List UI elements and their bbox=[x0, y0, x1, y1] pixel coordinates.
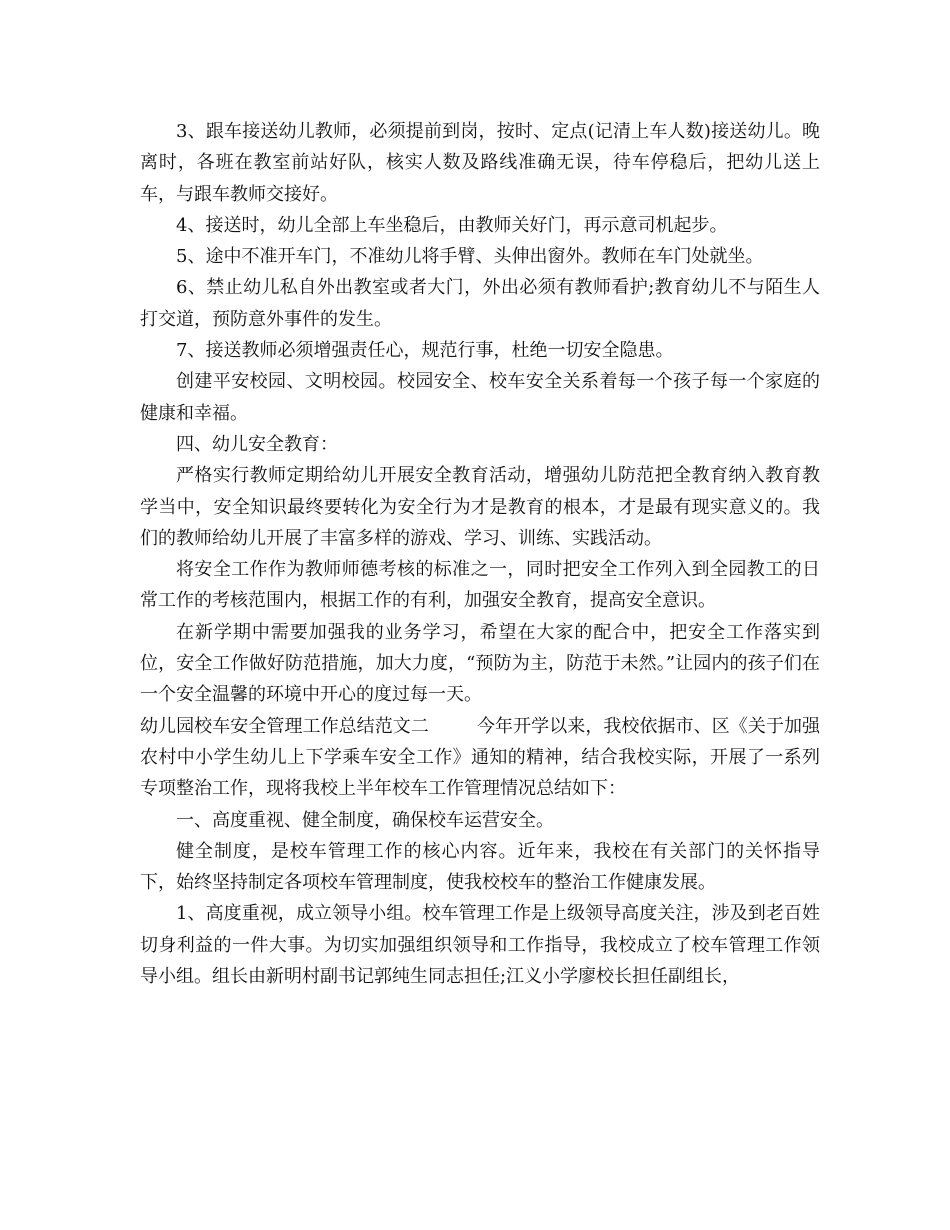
section-intro: 今年开学以来，我校依据市、区《关于加强农村中小学生幼儿上下学乘车安全工作》通知的精神，结合我校实际，开展了一系列专项整治工作，现将我校上半年校车工作管理情况总结如下： bbox=[140, 715, 821, 800]
paragraph-education-activities: 严格实行教师定期给幼儿开展安全教育活动，增强幼儿防范把全教育纳入教育教学当中，安全知识最终要转化为安全行为才是教育的根本，才是最有现实意义的。我们的教师给幼儿开展了丰富多样的游戏、学习、训练、实践活动。 bbox=[140, 465, 820, 549]
paragraph-boarding: 4、接送时，幼儿全部上车坐稳后，由教师关好门，再示意司机起步。 bbox=[176, 214, 728, 236]
section-title: 幼儿园校车安全管理工作总结范文二 bbox=[140, 715, 429, 737]
document-page bbox=[140, 116, 820, 992]
paragraph-escort-teacher: 3、跟车接送幼儿教师，必须提前到岗，按时、定点(记清上车人数)接送幼儿。晚离时，各班在教室前站好队，核实人数及路线准确无误，待车停稳后，把幼儿送上车，与跟车教师交接好。 bbox=[140, 121, 820, 205]
paragraph-no-leaving: 6、禁止幼儿私自外出教室或者大门，外出必须有教师看护;教育幼儿不与陌生人打交道，预防意外事件的发生。 bbox=[140, 277, 820, 330]
paragraph-leadership-group: 1、高度重视，成立领导小组。校车管理工作是上级领导高度关注，涉及到老百姓切身利益的一件大事。为切实加强组织领导和工作指导，我校成立了校车管理工作领导小组。组长由新明村副书记郭纯生同志担任;江义小学廖校长担任副组长， bbox=[140, 903, 820, 988]
heading-attention-system: 一、高度重视、健全制度，确保校车运营安全。 bbox=[176, 809, 554, 831]
paragraph-door-rule: 5、途中不准开车门，不准幼儿将手臂、头伸出窗外。教师在车门处就坐。 bbox=[176, 246, 764, 268]
paragraph-new-semester: 在新学期中需要加强我的业务学习，希望在大家的配合中，把安全工作落实到位，安全工作做好防范措施，加大力度，“预防为主，防范于未然。”让园内的孩子们在一个安全温馨的环境中开心的度过每一天。 bbox=[140, 621, 820, 706]
paragraph-responsibility: 7、接送教师必须增强责任心，规范行事，杜绝一切安全隐患。 bbox=[176, 340, 674, 362]
paragraph-safe-campus: 创建平安校园、文明校园。校园安全、校车安全关系着每一个孩子每一个家庭的健康和幸福。 bbox=[140, 371, 820, 424]
paragraph-system-core: 健全制度，是校车管理工作的核心内容。近年来，我校在有关部门的关怀指导下，始终坚持制定各项校车管理制度，使我校校车的整治工作健康发展。 bbox=[140, 840, 820, 894]
section-two bbox=[140, 711, 820, 805]
paragraph-ethics-assessment: 将安全工作作为教师师德考核的标准之一，同时把安全工作列入到全园教工的日常工作的考核范围内，根据工作的有利，加强安全教育，提高安全意识。 bbox=[140, 559, 820, 612]
heading-safety-education: 四、幼儿安全教育： bbox=[176, 433, 338, 455]
